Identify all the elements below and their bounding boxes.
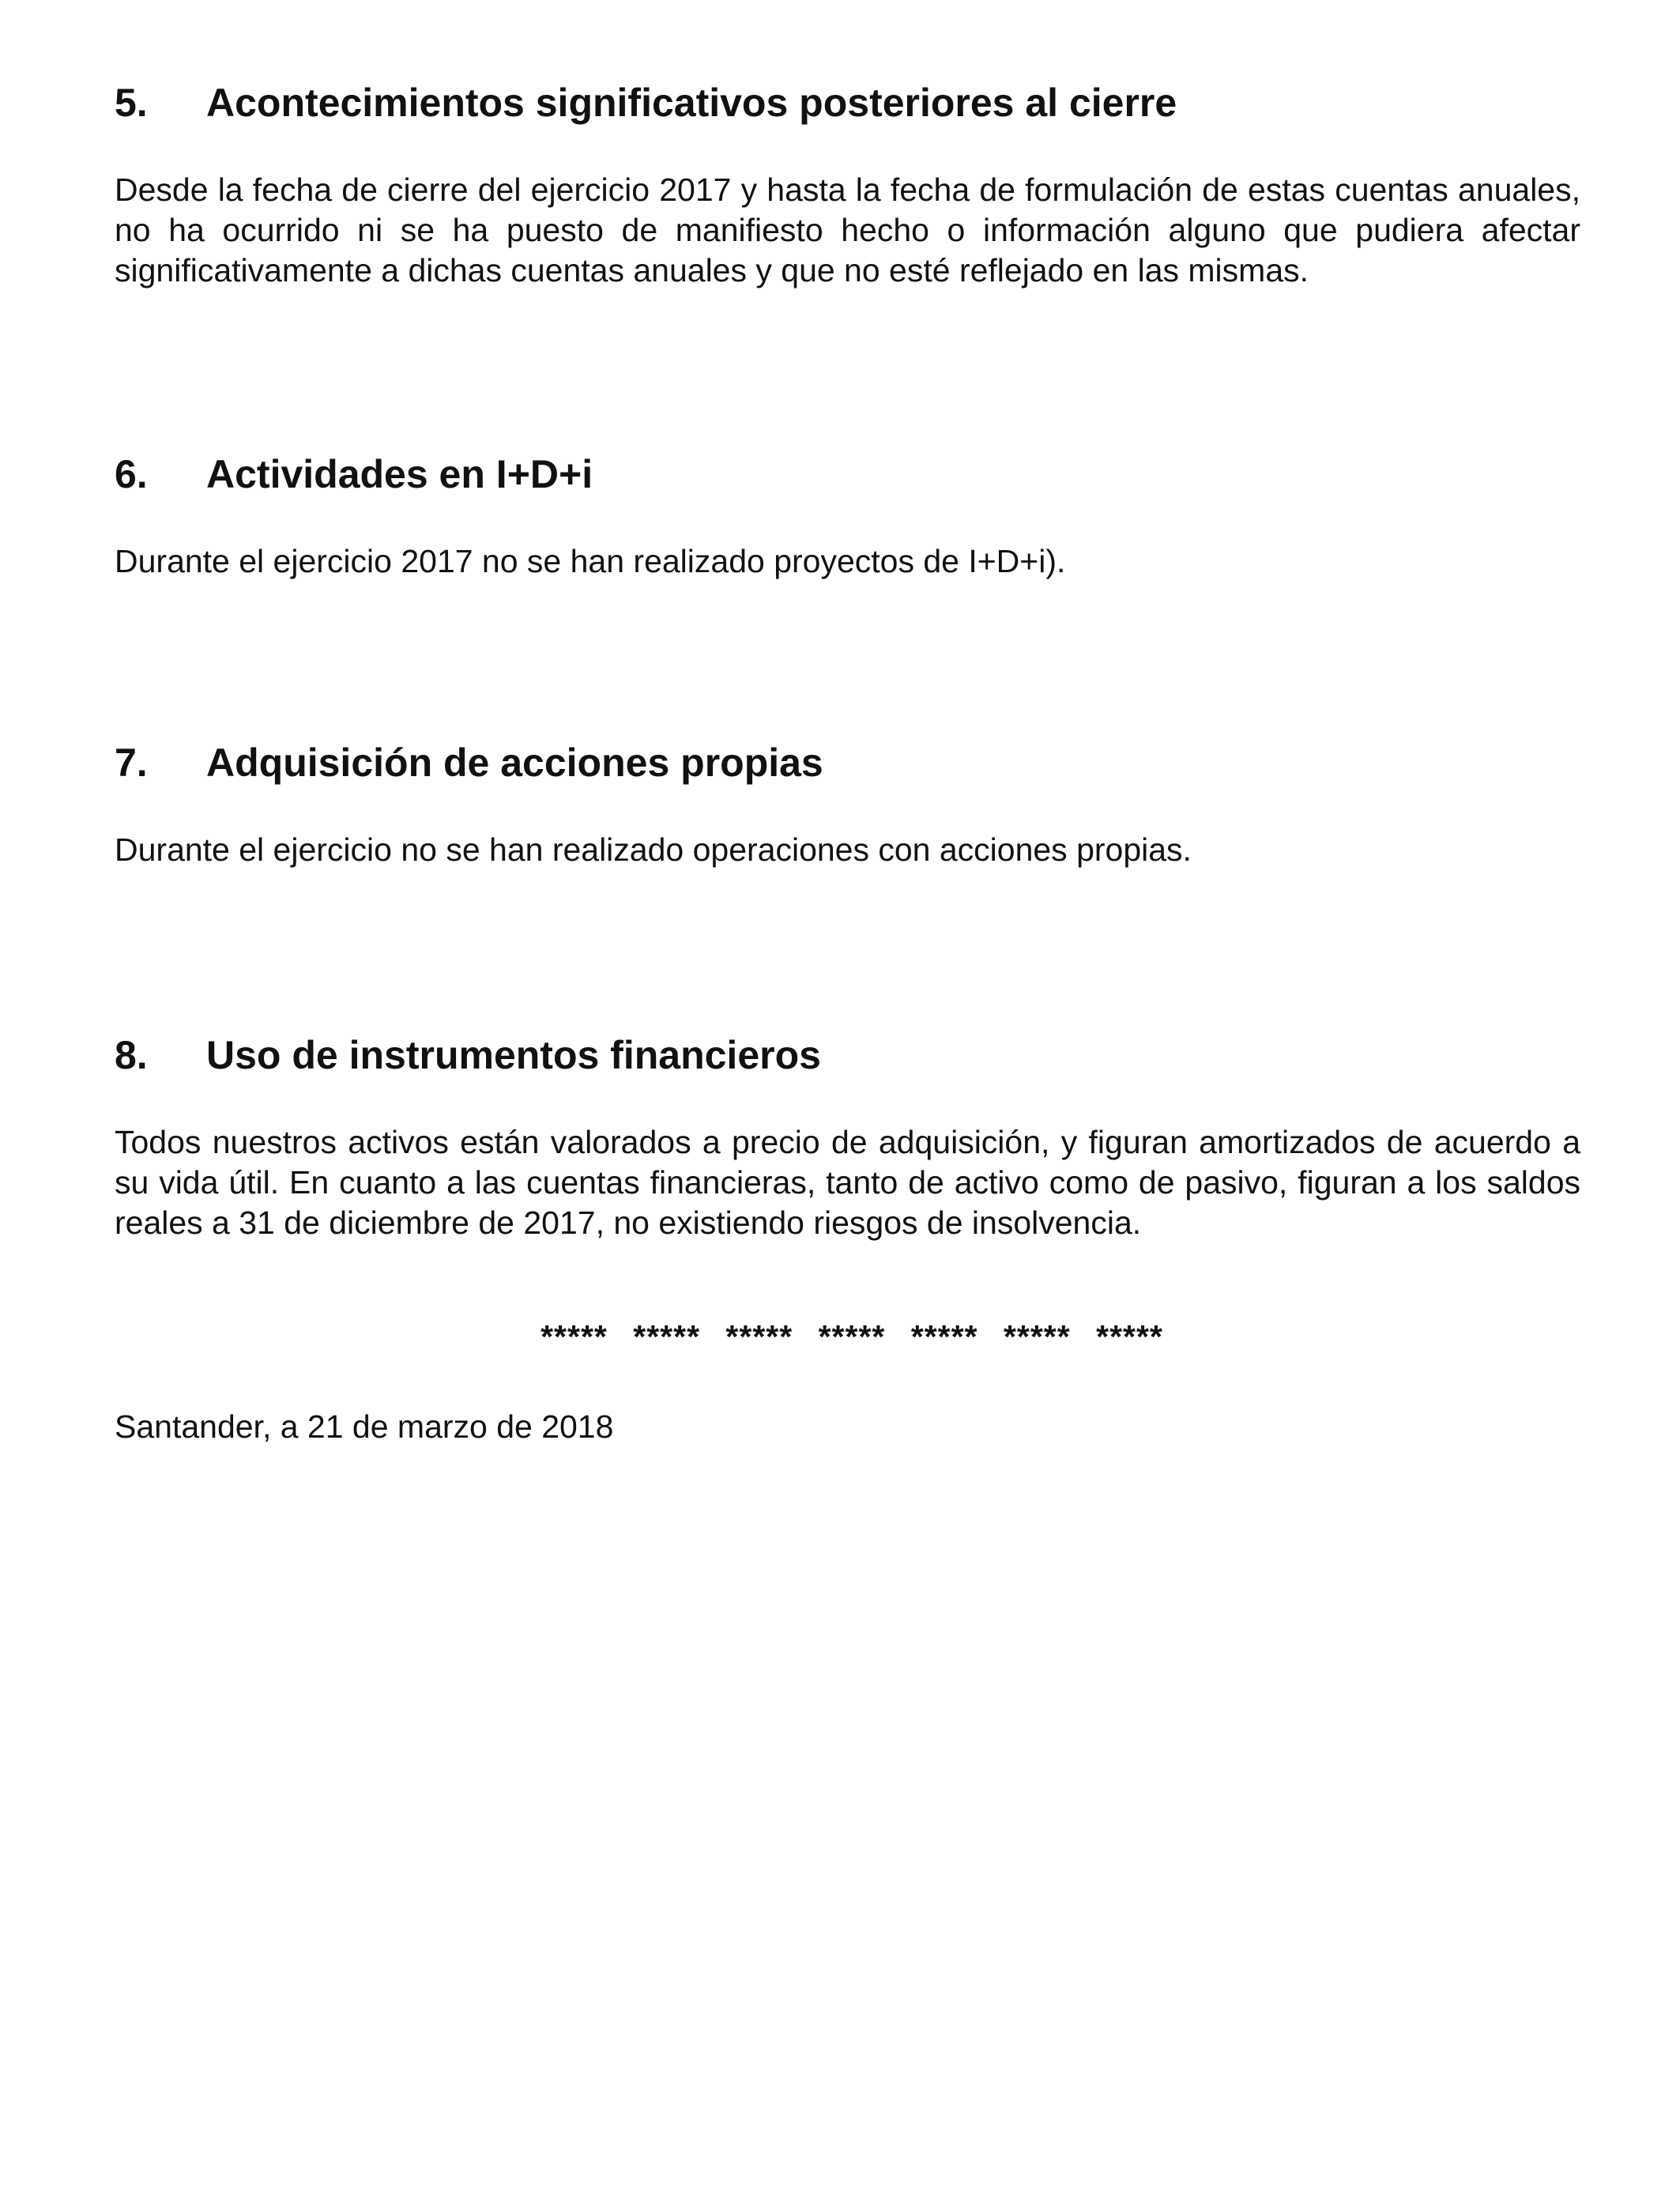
section-number: 6. xyxy=(115,452,148,496)
section-title: Acontecimientos significativos posteriores al cierre xyxy=(206,81,1177,125)
section-number: 7. xyxy=(115,741,148,785)
section-title: Actividades en I+D+i xyxy=(206,452,593,496)
section-body: Durante el ejercicio 2017 no se han realizado proyectos de I+D+i). xyxy=(115,543,1066,579)
section-7 xyxy=(115,739,1580,868)
section-body: Desde la fecha de cierre del ejercicio 2017 y hasta la fecha de formulación de estas cuentas anuales, no ha ocurrido ni se ha puesto de manifiesto hecho o información alguno que pudiera afectar significativamente a dichas cuentas anuales y que no esté reflejado en las mismas. xyxy=(115,172,1580,288)
section-title: Uso de instrumentos financieros xyxy=(206,1033,821,1077)
section-heading xyxy=(115,739,1580,786)
place-and-date: Santander, a 21 de marzo de 2018 xyxy=(115,1408,614,1445)
section-heading xyxy=(115,79,1580,126)
asterisk-separator: ***** ***** ***** ***** ***** ***** ***** xyxy=(541,1318,1163,1355)
section-body: Durante el ejercicio no se han realizado operaciones con acciones propias. xyxy=(115,831,1192,868)
section-number: 5. xyxy=(115,81,148,125)
section-6 xyxy=(115,450,1580,579)
section-8 xyxy=(115,1031,1580,1241)
section-heading xyxy=(115,1031,1580,1079)
section-number: 8. xyxy=(115,1033,148,1077)
section-title: Adquisición de acciones propias xyxy=(206,741,823,785)
section-body: Todos nuestros activos están valorados a precio de adquisición, y figuran amortizados de acuerdo a su vida útil. En cuanto a las cuentas financieras, tanto de activo como de pasivo, figuran a los saldos reales a 31 de diciembre de 2017, no existiendo riesgos de insolvencia. xyxy=(115,1124,1580,1241)
section-5 xyxy=(115,79,1580,288)
section-heading xyxy=(115,450,1580,498)
